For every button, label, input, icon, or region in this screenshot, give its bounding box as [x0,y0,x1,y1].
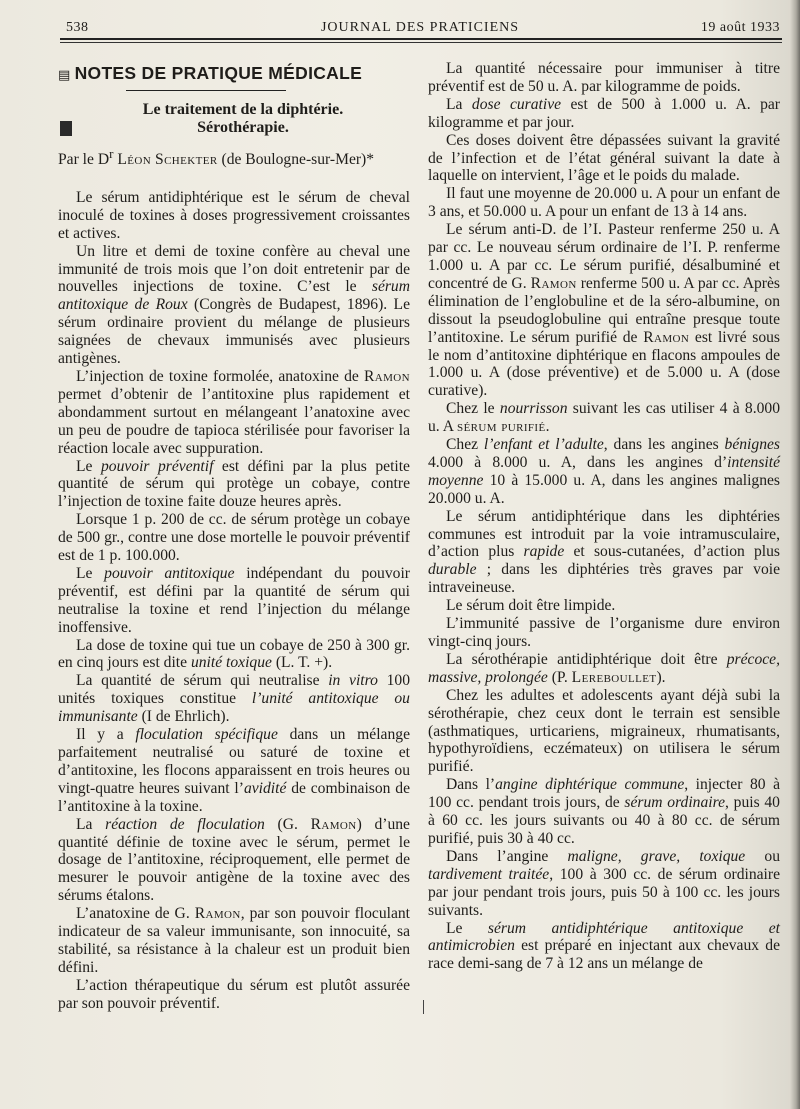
paragraph: L’injection de toxine formolée, anatoxine de Ramon permet d’obtenir de l’antitoxine plus rapidement et abondamment surtout en mélangeant l’anatoxine avec un peu de poudre de tapioca stérilisée pour favoriser la réaction locale avec suppuration. [58,367,410,457]
paragraph: Chez le nourrisson suivant les cas utiliser 4 à 8.000 u. A sérum purifié. [428,400,781,436]
paragraph: Le sérum anti-D. de l’I. Pasteur renferme 250 u. A par cc. Le nouveau sérum ordinaire de l’I. P. renferme 1.000 u. A par cc. Le sérum purifié, désalbuminé et concentré de G. Ramon renferme 500 u. A par cc. Après élimination de l’englobuline et de la séro-albumine, on dissout la pseudoglobuline qui entraîne presque toute l’antitoxine. Le sérum purifié de Ramon est livré sous le nom d’antitoxine diphtérique en flacons ampoules de 1.000 u. A (dose préventive) et de 5.000 u. A (dose curative). [428,221,780,400]
section-heading: ▤ NOTES DE PRATIQUE MÉDICALE [58,63,363,83]
paragraph: Dans l’angine maligne, grave, toxique ou tardivement traitée, 100 à 300 cc. de sérum ordinaire par jour pendant trois jours, puis 50 à 100 cc. les jours suivants. [428,847,780,919]
ink-blot-icon [60,121,72,136]
paragraph: Le sérum doit être limpide. [446,597,616,615]
paragraph: Lorsque 1 p. 200 de cc. de sérum protège un cobaye de 500 gr., contre une dose mortelle le pouvoir préventif est de 1 p. 100.000. [58,511,410,565]
journal-title: JOURNAL DES PRATICIENS [320,20,520,35]
paragraph: Le pouvoir préventif est défini par la plus petite quantité de sérum qui protège un cobaye, contre l’injection de toxine faite douze heures après. [58,457,410,511]
paragraph: Le sérum antidiphtérique dans les diphtéries communes est introduit par la voie intramusculaire, d’action plus rapide et sous-cutanées, d’action plus durable ; dans les diphtéries très graves par voie intraveineuse. [428,507,781,597]
paragraph: Le pouvoir antitoxique indépendant du pouvoir préventif, est défini par la quantité de sérum qui neutralise la toxine et rend l’injection du mélange inoffensive. [58,564,410,636]
paragraph: L’action thérapeutique du sérum est plutôt assurée par son pouvoir préventif. [58,976,410,1012]
paragraph: La quantité nécessaire pour immuniser à titre préventif est de 50 u. A. par kilogramme de poids. [428,60,780,95]
page-edge-shadow [790,0,800,1109]
paragraph: Ces doses doivent être dépassées suivant la gravité de l’infection et de l’état général suivant la date à laquelle on intervient, l’âge et le poids du malade. [428,131,780,185]
paragraph: Il faut une moyenne de 20.000 u. A pour un enfant de 3 ans, et 50.000 u. A pour un enfant de 13 à 14 ans. [428,185,780,221]
paragraph: La dose curative est de 500 à 1.000 u. A. par kilogramme et par jour. [428,95,781,131]
paragraph: La réaction de floculation (G. Ramon) d’une quantité définie de toxine avec le sérum, permet le dosage de l’antitoxine, réciproquement, elle permet de mesurer le pouvoir antigène de la toxine avec des sérums étalons. [58,815,410,905]
paragraph: L’immunité passive de l’organisme dure environ vingt-cinq jours. [428,615,780,650]
section-mark-icon: ▤ [58,67,71,82]
header-rule-thin [60,42,782,43]
paragraph: L’anatoxine de G. Ramon, par son pouvoir floculant indicateur de sa valeur immunisante, son innocuité, sa stabilité, sa résistance à la chaleur est un produit bien défini. [58,905,411,976]
paragraph: Le sérum antidiphtérique est le sérum de cheval inoculé de toxines à doses progressivement croissantes et actives. [58,188,410,242]
page-number: 538 [66,20,89,35]
section-underline [126,90,286,91]
header-rule [60,38,782,40]
paragraph: La sérothérapie antidiphtérique doit être précoce, massive, prolongée (P. Lereboullet). [428,650,780,686]
running-header [60,18,780,38]
paragraph: La quantité de sérum qui neutralise in vitro 100 unités toxiques constitue l’unité antitoxique ou immunisante (I de Ehrlich). [58,672,411,726]
issue-date: 19 août 1933 [700,20,780,35]
byline: Par le $D^r$ Léon Schekter (de Boulogne-sur-Mer)* [58,145,375,168]
paragraph: Chez l’enfant et l’adulte, dans les angines bénignes 4.000 à 8.000 u. A, dans les angines d’intensité moyenne 10 à 15.000 u. A, dans les angines malignes 20.000 u. A. [428,436,780,507]
paragraph: Il y a floculation spécifique dans un mélange parfaitement neutralisé ou saturé de toxine et d’antitoxine, les flocons apparaissent en trois heures ou vingt-quatre heures suivant l’avidité de combinaison de l’antitoxine à la toxine. [58,726,410,815]
article-subtitle: Sérothérapie. [58,119,410,137]
article-title: Le traitement de la diphtérie. [142,101,344,118]
paragraph: Dans l’angine diphtérique commune, injecter 80 à 100 cc. pendant trois jours, de sérum ordinaire, puis 40 à 60 cc. les jours suivants ou 40 à 80 cc. de sérum purifié, puis 30 à 40 cc. [428,776,780,847]
column-separator [423,1000,424,1014]
paragraph: Un litre et demi de toxine confère au cheval une immunité de trois mois que l’on doit entretenir par de nouvelles injections de toxine. C’est le sérum antitoxique de Roux (Congrès de Budapest, 1896). Le sérum ordinaire provient du mélange de plusieurs saignées de chevaux immunisés avec plusieurs antigènes. [58,242,410,368]
left-column [58,58,410,1013]
paragraph: Chez les adultes et adolescents ayant déjà subi la sérothérapie, chez ceux dont le terrain est sensible (asthmatiques, urticariens, migraineux, rhumatisants, hypothyroïdiens, eczémateux) on utilisera le sérum purifié. [428,686,780,776]
paragraph: Le sérum antidiphtérique antitoxique et antimicrobien est préparé en injectant aux chevaux de race demi-sang de 7 à 12 ans un mélange de [428,919,780,973]
right-column [428,60,780,973]
paragraph: La dose de toxine qui tue un cobaye de 250 à 300 gr. en cinq jours est dite unité toxique (L. T. +). [58,636,410,672]
